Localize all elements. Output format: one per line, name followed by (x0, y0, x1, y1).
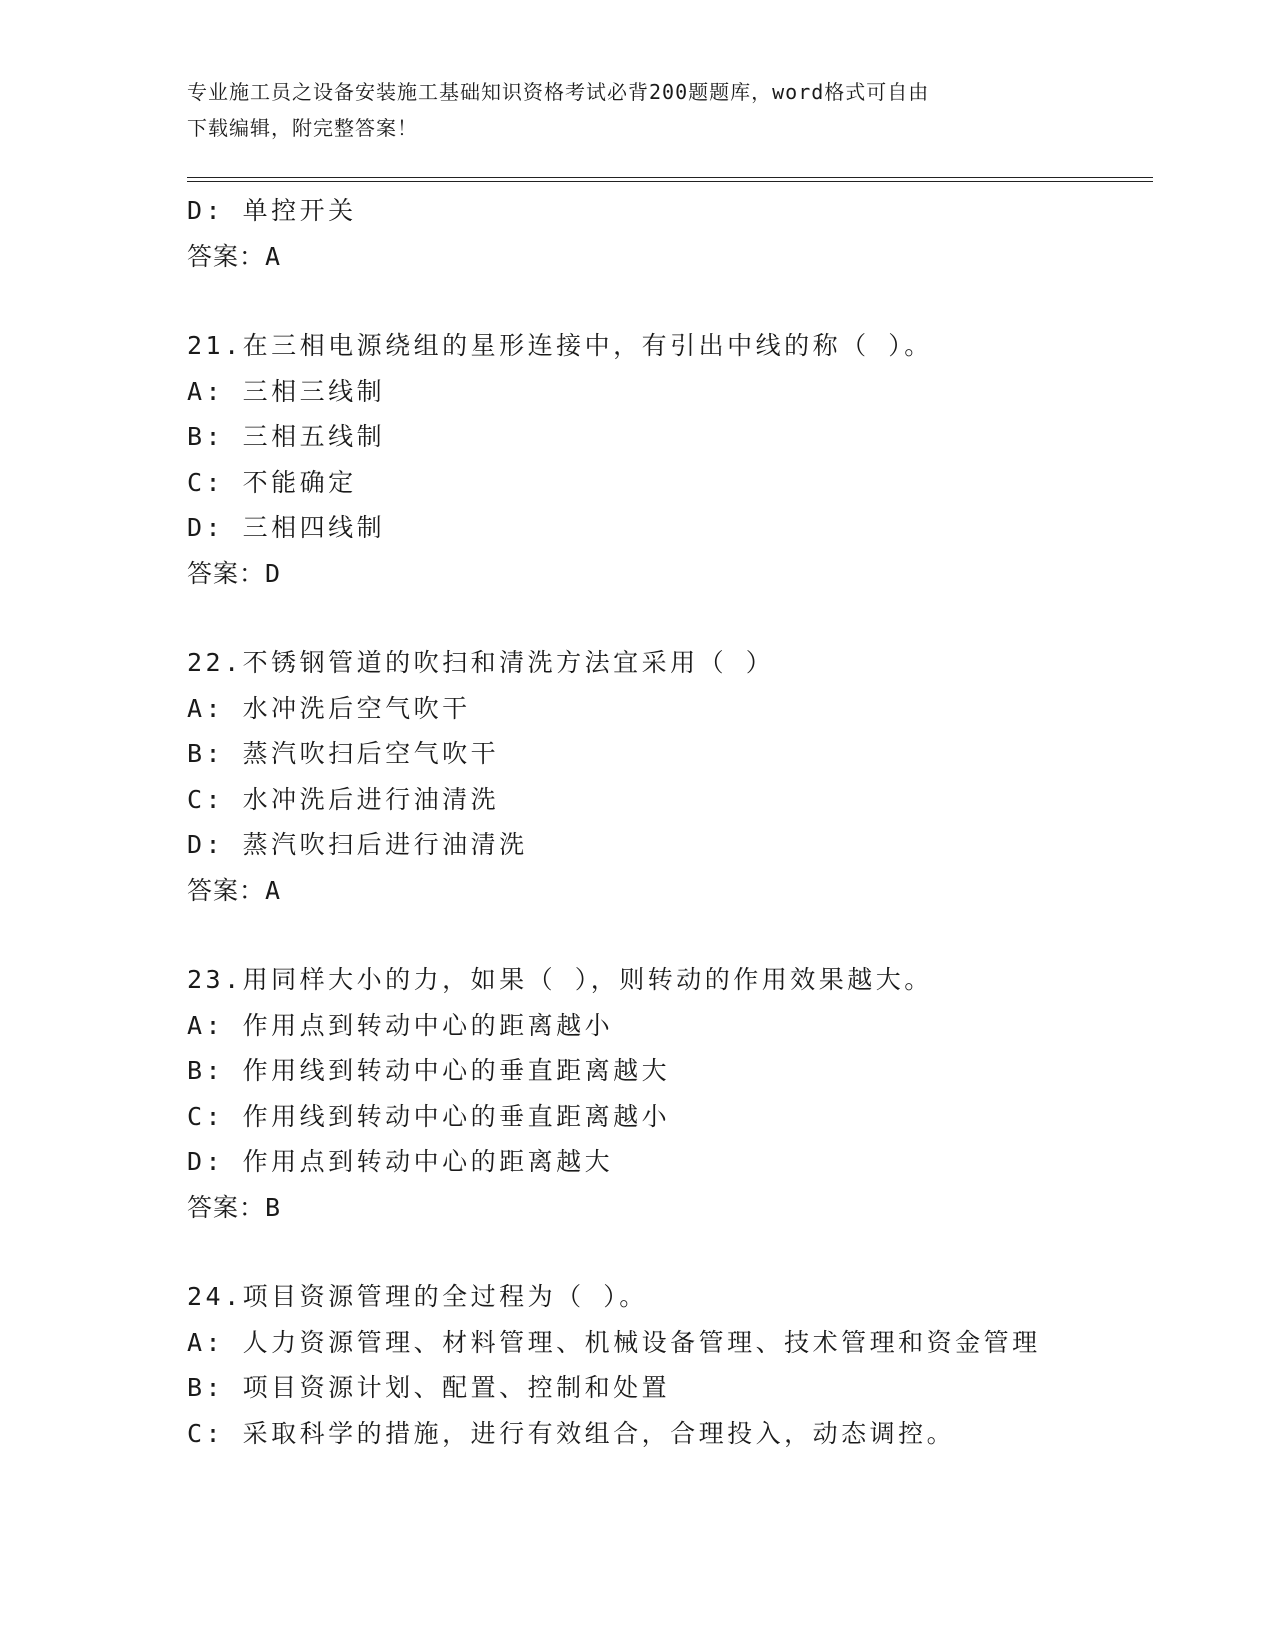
answer-line: 答案：D (187, 558, 282, 588)
option-b: B: 作用线到转动中心的垂直距离越大 (187, 1056, 671, 1085)
option-c: C: 不能确定 (187, 467, 357, 497)
question-24 (187, 1274, 1153, 1456)
option-c: C: 采取科学的措施，进行有效组合，合理投入，动态调控。 (187, 1418, 956, 1448)
question-list (187, 188, 1153, 1456)
option-c: C: 水冲洗后进行油清洗 (187, 784, 500, 814)
question-stem: 23.用同样大小的力，如果（ ），则转动的作用效果越大。 (187, 965, 933, 994)
question-stem: 21.在三相电源绕组的星形连接中，有引出中线的称（ ）。 (187, 331, 933, 360)
option-b: B: 三相五线制 (187, 422, 386, 451)
answer-line: 答案：A (187, 241, 282, 271)
question-stem: 22.不锈钢管道的吹扫和清洗方法宜采用（ ） (187, 648, 775, 677)
option-a: A: 三相三线制 (187, 376, 386, 406)
question-22 (187, 640, 1153, 913)
option-a: A: 人力资源管理、材料管理、机械设备管理、技术管理和资金管理 (187, 1327, 1041, 1357)
option-d: D: 作用点到转动中心的距离越大 (187, 1147, 614, 1176)
option-d: D: 三相四线制 (187, 513, 386, 542)
option-a: A: 水冲洗后空气吹干 (187, 693, 471, 723)
option-a: A: 作用点到转动中心的距离越小 (187, 1010, 614, 1040)
question-23 (187, 957, 1153, 1230)
option-b: B: 项目资源计划、配置、控制和处置 (187, 1373, 671, 1402)
option-d: D: 单控开关 (187, 196, 357, 225)
answer-line: 答案：B (187, 1192, 282, 1222)
header-divider-bottom (187, 181, 1153, 182)
option-b: B: 蒸汽吹扫后空气吹干 (187, 739, 500, 768)
question-gap (187, 596, 1153, 640)
option-c: C: 作用线到转动中心的垂直距离越小 (187, 1101, 671, 1131)
header-divider-top (187, 177, 1153, 178)
answer-line: 答案：A (187, 875, 282, 905)
document-header: 专业施工员之设备安装施工基础知识资格考试必背200题题库，word格式可自由 下载编辑，附完整答案！ (187, 80, 930, 140)
question-gap (187, 1230, 1153, 1274)
question-stem: 24.项目资源管理的全过程为（ ）。 (187, 1282, 648, 1311)
question-21 (187, 323, 1153, 596)
question-gap (187, 279, 1153, 323)
question-gap (187, 913, 1153, 957)
option-d: D: 蒸汽吹扫后进行油清洗 (187, 830, 528, 859)
